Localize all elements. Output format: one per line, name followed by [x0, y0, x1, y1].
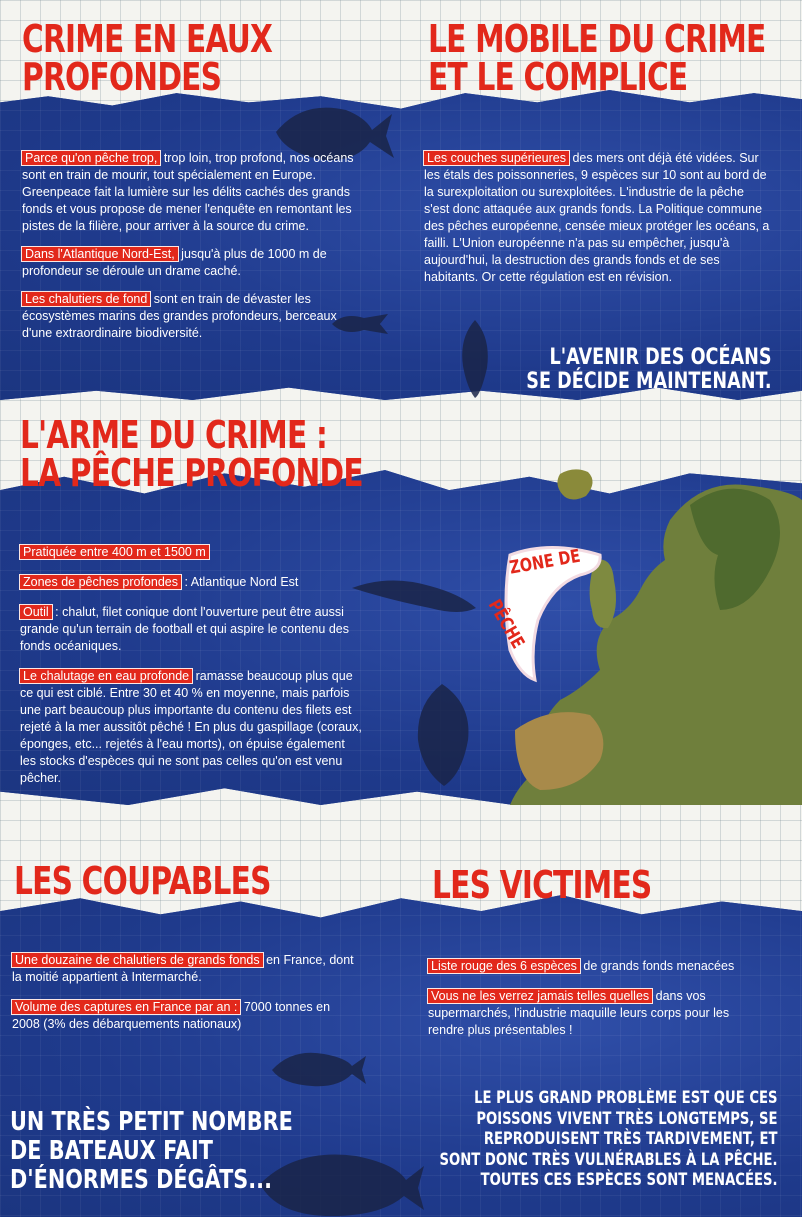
paragraph-text: 7000 tonnes en 2008 (3% des débarquements nationaux) — [12, 1000, 331, 1031]
slogan-line: SE DÉCIDE MAINTENANT. — [526, 369, 772, 394]
fish-icon — [402, 680, 490, 790]
paragraph — [20, 544, 364, 561]
fish-icon — [455, 318, 495, 400]
paragraph — [22, 291, 357, 342]
highlight: Dans l'Atlantique Nord-Est, — [22, 247, 178, 261]
paragraph — [22, 150, 357, 235]
slogan-line: TOUTES CES ESPÈCES SONT MENACÉES. — [481, 1170, 778, 1189]
zone-de-peche-label — [483, 545, 610, 656]
paragraph-text: sont en train de dévaster les écosystèmes marins des grandes profondeurs, berceaux d'une extraordinaire biodiversité. — [22, 292, 337, 340]
slogan-line: SONT DONC TRÈS VULNÉRABLES À LA PÊCHE. — [439, 1149, 778, 1169]
paragraph — [20, 574, 364, 591]
title-line: L'ARME DU CRIME : — [20, 413, 328, 457]
victimes-text — [428, 958, 758, 1050]
highlight: Les chalutiers de fond — [22, 292, 150, 306]
title-line: CRIME EN EAUX — [22, 17, 273, 61]
paragraph-text: : chalut, filet conique dont l'ouverture peut être aussi grande qu'un terrain de football et qui aspire le contenu des fonds océaniques. — [20, 605, 350, 653]
slogan-line: LE PLUS GRAND PROBLÈME EST QUE CES — [474, 1088, 778, 1107]
paragraph — [428, 988, 758, 1039]
highlight: Zones de pêches profondes — [20, 575, 181, 589]
paragraph-text: des mers ont déjà été vidées. Sur les étals des poissonneries, 9 espèces sur 10 sont au bord de la surexploitation ou surexploitées. L'industrie de la pêche s'est donc attaquée aux grands fonds. La Politique commune des pêches européenne, censée mieux protéger les océans, a failli. L'Union européenne n'a pas su empêcher, jusqu'à aujourd'hui, la destruction des grands fonds et de ses habitants. Or cette régulation est en révision. — [424, 151, 770, 284]
arme-title — [20, 413, 363, 495]
highlight: Parce qu'on pêche trop, — [22, 151, 160, 165]
victimes-slogan — [440, 1088, 778, 1191]
fish-icon — [268, 1040, 368, 1092]
crime-text — [22, 150, 357, 353]
title-line: PROFONDES — [22, 55, 222, 99]
coupables-slogan — [10, 1108, 293, 1195]
paragraph-text: : Atlantique Nord Est — [180, 575, 299, 589]
slogan-line: POISSONS VIVENT TRÈS LONGTEMPS, SE — [476, 1108, 778, 1128]
victimes-title — [432, 863, 652, 907]
highlight: Volume des captures en France par an : — [12, 1000, 240, 1014]
slogan-line: D'ÉNORMES DÉGÂTS... — [10, 1165, 272, 1195]
mobile-slogan — [527, 346, 772, 394]
highlight: Pratiquée entre 400 m et 1500 m — [20, 545, 209, 559]
highlight: Les couches supérieures — [424, 151, 569, 165]
arme-text — [20, 544, 364, 798]
highlight: Le chalutage en eau profonde — [20, 669, 192, 683]
slogan-line: UN TRÈS PETIT NOMBRE — [10, 1107, 293, 1137]
fish-icon — [350, 568, 480, 624]
iceland-shape — [557, 469, 592, 499]
paragraph-text: dans vos supermarchés, l'industrie maquille leurs corps pour les rendre plus présentables ! — [428, 989, 730, 1037]
paragraph — [12, 952, 357, 986]
paragraph-text: ramasse beaucoup plus que ce qui est ciblé. Entre 30 et 40 % en moyenne, mais parfois une part beaucoup plus importante du contenu des filets est rejeté à la mer aussitôt pêché ! En plus du gaspillage (coraux, éponges, etc... rejetés à l'eau morts), on épuise également les stocks d'espèces qui ne sont pas celles qu'on est venu pêcher. — [20, 669, 362, 785]
mobile-text — [424, 150, 772, 297]
paragraph-text: jusqu'à plus de 1000 m de profondeur se déroule un drame caché. — [22, 247, 327, 278]
slogan-line: REPRODUISENT TRÈS TARDIVEMENT, ET — [484, 1129, 778, 1148]
slogan-line: DE BATEAUX FAIT — [10, 1136, 213, 1166]
paragraph — [424, 150, 772, 286]
mobile-title — [428, 17, 766, 99]
coupables-title — [14, 859, 271, 903]
highlight: Une douzaine de chalutiers de grands fonds — [12, 953, 263, 967]
coupables-text — [12, 952, 357, 1044]
paragraph-text: trop loin, trop profond, nos océans sont en train de mourir, tout spécialement en Europe. Greenpeace fait la lumière sur les délits cachés des grands fonds et vous propose de mener l'enquête en remontant les pistes de la filière, pour arriver à la source du crime. — [22, 151, 354, 233]
highlight: Vous ne les verrez jamais telles quelles — [428, 989, 652, 1003]
paragraph — [428, 958, 758, 975]
title-line: LES VICTIMES — [432, 863, 652, 907]
paragraph — [22, 246, 357, 280]
paragraph — [20, 668, 364, 787]
title-line: LA PÊCHE PROFONDE — [20, 451, 363, 495]
title-line: LES COUPABLES — [14, 859, 271, 903]
highlight: Liste rouge des 6 espèces — [428, 959, 580, 973]
paragraph-text: de grands fonds menacées — [579, 959, 735, 973]
crime-title — [22, 17, 273, 99]
title-line: ET LE COMPLICE — [428, 55, 688, 99]
paragraph — [12, 999, 357, 1033]
zone-label-line: ZONE DE — [508, 545, 582, 579]
paragraph-text: en France, dont la moitié appartient à Intermarché. — [12, 953, 354, 984]
paragraph — [20, 604, 364, 655]
slogan-line: L'AVENIR DES OCÉANS — [550, 345, 772, 370]
title-line: LE MOBILE DU CRIME — [428, 17, 766, 61]
zone-label-line: PÊCHE — [483, 596, 529, 653]
highlight: Outil — [20, 605, 52, 619]
